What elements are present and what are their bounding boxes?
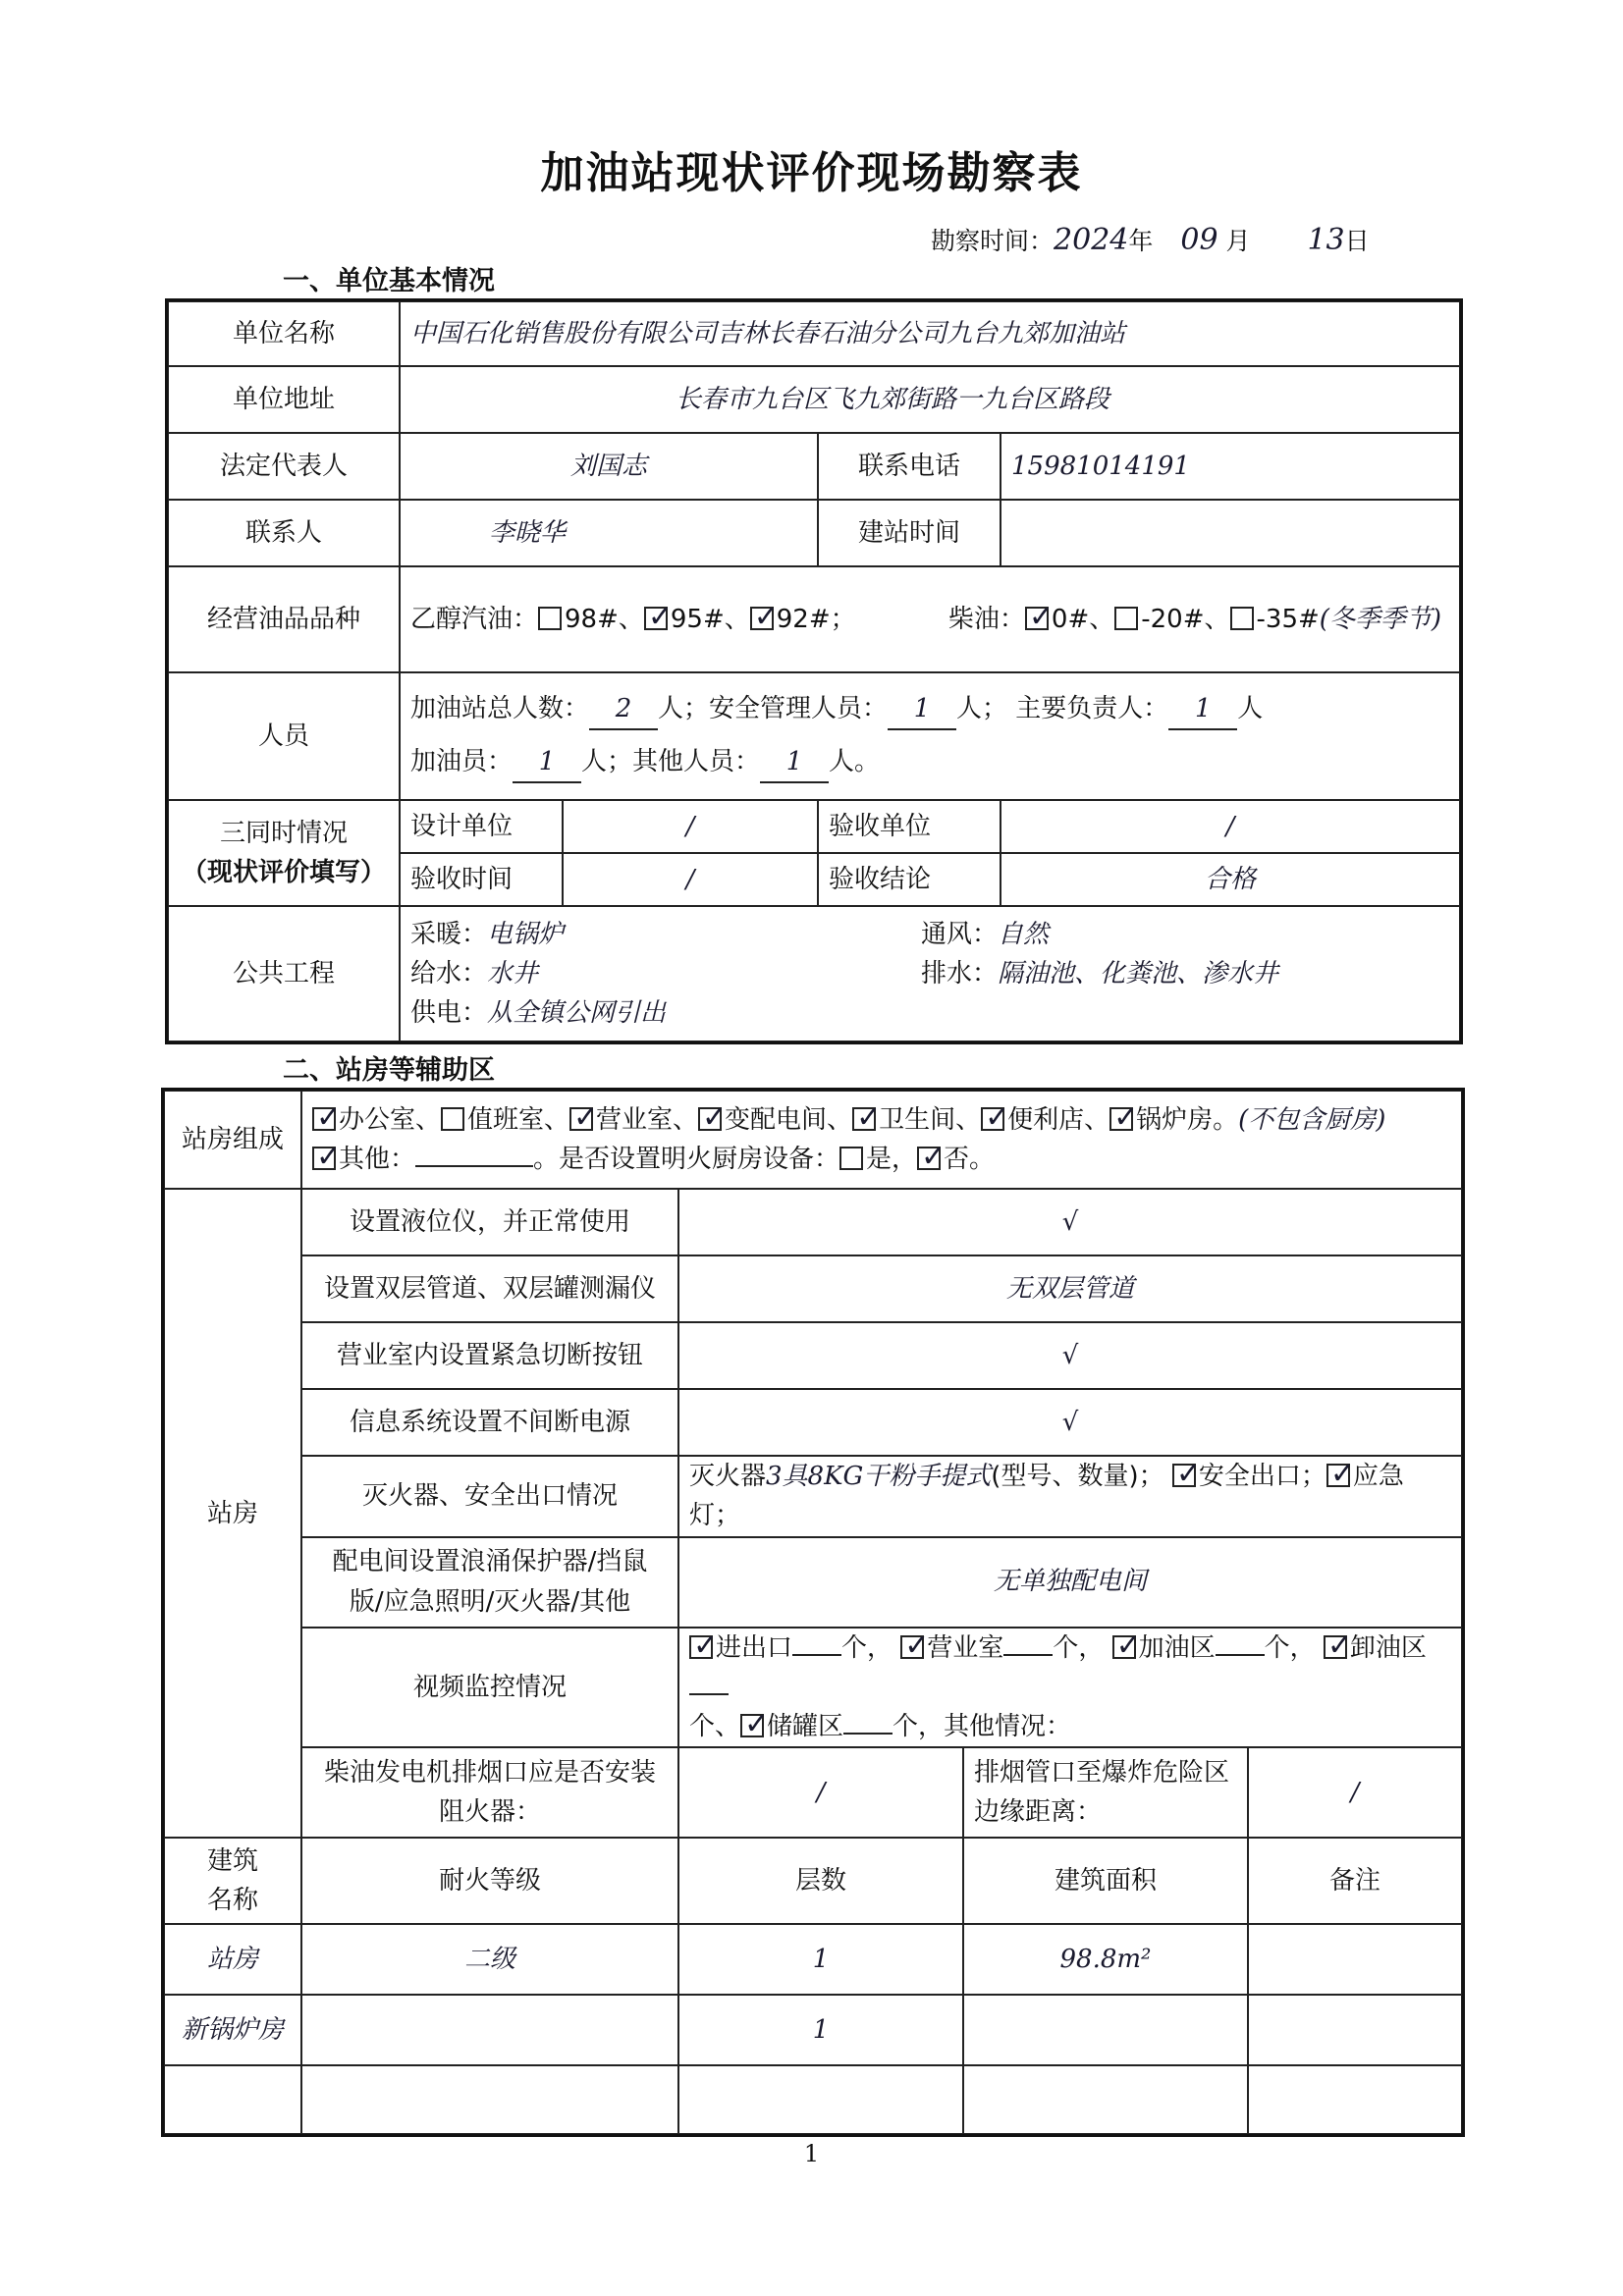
- ups-value: √: [678, 1389, 1462, 1456]
- three-simultaneous-label: [168, 800, 400, 906]
- cctv-fuel-label: 加油区: [1138, 1632, 1216, 1663]
- public-works-cell: [400, 906, 1460, 1041]
- cctv-shop-label: 营业室: [927, 1632, 1004, 1663]
- emergency-light-label: 应急灯；: [689, 1462, 1404, 1531]
- staff-fueler-value: 1: [513, 742, 581, 783]
- composition-cell: [301, 1091, 1462, 1189]
- g92-label: 92#；: [776, 604, 856, 634]
- comp-toilet: 卫生间、: [879, 1104, 982, 1135]
- accept-result-label: 验收结论: [818, 853, 1001, 906]
- kitchen-yes-checkbox[interactable]: [839, 1147, 863, 1170]
- three-label-line2: （现状评价填写）: [181, 858, 386, 887]
- exit-checkbox[interactable]: [1172, 1464, 1196, 1487]
- legal-rep-label: 法定代表人: [168, 433, 400, 500]
- duty-checkbox[interactable]: [441, 1107, 464, 1131]
- comp-yes: 是，: [866, 1145, 918, 1174]
- bld-floors: 1: [678, 1924, 963, 1995]
- distribution-label: [301, 1537, 678, 1628]
- boiler-checkbox[interactable]: [1109, 1107, 1133, 1131]
- g95-label: 95#、: [670, 604, 750, 634]
- bld-header-floors: 层数: [678, 1838, 963, 1924]
- gasoline-label: 乙醇汽油：: [410, 604, 539, 634]
- distribution-label-line2: 版/应急照明/灭火器/其他: [349, 1586, 631, 1617]
- d20-label: -20#、: [1141, 604, 1230, 634]
- fire-ext-type: (型号、数量)；: [991, 1462, 1164, 1491]
- page-title: 加油站现状评价现场勘察表: [540, 148, 1083, 198]
- bld-note: [1248, 2065, 1462, 2134]
- diesel-note: (冬季季节): [1319, 604, 1442, 634]
- g98-checkbox[interactable]: [538, 607, 562, 630]
- bld-area: [963, 2065, 1248, 2134]
- drain-label: 排水：: [921, 958, 999, 988]
- comp-note: (不包含厨房): [1238, 1104, 1386, 1135]
- shop-checkbox[interactable]: [569, 1107, 593, 1131]
- bld-note: [1248, 1995, 1462, 2065]
- staff-total-value: 2: [589, 689, 658, 730]
- bld-header-name-line2: 名称: [206, 1886, 258, 1916]
- comp-other-label: 其他：: [339, 1145, 416, 1174]
- smoke-distance-line1: 排烟管口至爆炸危险区: [974, 1758, 1230, 1789]
- cctv-label: 视频监控情况: [301, 1628, 678, 1748]
- staff-head-value: 1: [1168, 689, 1237, 730]
- other-checkbox[interactable]: [312, 1147, 336, 1170]
- survey-time-label: 勘察时间: [931, 227, 1030, 255]
- accept-unit-value: /: [1001, 800, 1460, 853]
- cctv-inout-label: 进出口: [716, 1632, 793, 1663]
- g98-label: 98#、: [565, 604, 644, 634]
- distribution-label-line1: 配电间设置浪涌保护器/挡鼠: [332, 1547, 648, 1577]
- distribution-value: 无单独配电间: [678, 1537, 1462, 1628]
- bld-area: [963, 1995, 1248, 2065]
- products-label: 经营油品品种: [168, 566, 400, 672]
- unit-name-value: 中国石化销售股份有限公司吉林长春石油分公司九台九郊加油站: [400, 301, 1460, 366]
- staff-cell: [400, 672, 1460, 800]
- survey-year: 2024: [1054, 223, 1129, 257]
- bld-fire: [301, 1995, 678, 2065]
- unit-address-value: 长春市九台区飞九郊街路一九台区路段: [400, 366, 1460, 433]
- bld-fire: [301, 2065, 678, 2134]
- section1-heading: 一、单位基本情况: [283, 266, 495, 296]
- emergency-light-checkbox[interactable]: [1326, 1464, 1350, 1487]
- cctv-shop-count: [1003, 1654, 1053, 1656]
- power-label: 供电：: [410, 998, 488, 1029]
- emergency-stop-label: 营业室内设置紧急切断按钮: [301, 1322, 678, 1389]
- survey-time: 勘察时间：2024年 09 月 13日: [931, 223, 1370, 257]
- contact-value: 李晓华: [400, 500, 818, 566]
- unit-name-label: 单位名称: [168, 301, 400, 366]
- bld-note: [1248, 1924, 1462, 1995]
- bld-header-name-line1: 建筑: [206, 1846, 258, 1877]
- water-value: 水井: [487, 958, 539, 988]
- survey-day: 13: [1307, 223, 1345, 257]
- staff-other-value: 1: [760, 742, 829, 783]
- power-value: 从全镇公网引出: [487, 998, 667, 1029]
- d0-label: 0#、: [1051, 604, 1115, 634]
- contact-label: 联系人: [168, 500, 400, 566]
- drain-value: 隔油池、化粪池、渗水井: [998, 958, 1279, 988]
- unit-address-label: 单位地址: [168, 366, 400, 433]
- staff-label: 人员: [168, 672, 400, 800]
- cctv-fuel-count: [1216, 1654, 1265, 1656]
- smoke-distance-value: /: [1248, 1747, 1462, 1838]
- exit-label: 安全出口；: [1198, 1462, 1326, 1491]
- cctv-inout-count: [792, 1654, 841, 1656]
- comp-office: 办公室、: [339, 1104, 442, 1135]
- day-unit: 日: [1344, 227, 1370, 255]
- bld-fire: 二级: [301, 1924, 678, 1995]
- bld-name: 新锅炉房: [164, 1995, 301, 2065]
- accept-result-value: 合格: [1001, 853, 1460, 906]
- kitchen-no-checkbox[interactable]: [917, 1147, 941, 1170]
- legal-rep-value: 刘国志: [400, 433, 818, 500]
- month-unit: 月: [1225, 227, 1251, 255]
- heating-value: 电锅炉: [487, 919, 565, 949]
- double-layer-value: 无双层管道: [678, 1255, 1462, 1322]
- cctv-tank-label: 储罐区: [767, 1712, 844, 1742]
- ups-label: 信息系统设置不间断电源: [301, 1389, 678, 1456]
- page-number: 1: [803, 2140, 820, 2167]
- phone-value: 15981014191: [1001, 433, 1460, 500]
- phone-label: 联系电话: [818, 433, 1001, 500]
- staff-head-unit: 人: [1237, 693, 1264, 723]
- comp-business: 营业室、: [596, 1104, 699, 1135]
- vent-label: 通风：: [921, 919, 999, 949]
- smoke-distance-label: [963, 1747, 1248, 1838]
- build-time-value: [1001, 500, 1460, 566]
- comp-other-blank: [415, 1165, 533, 1167]
- smoke-distance-line2: 边缘距离：: [974, 1797, 1103, 1828]
- staff-safety-value: 1: [888, 689, 956, 730]
- table-row: [164, 1995, 1462, 2065]
- g95-checkbox[interactable]: [644, 607, 668, 630]
- fire-ext-value: 3具8KG干粉手提式: [766, 1462, 992, 1491]
- staff-other-unit: 人。: [829, 747, 881, 776]
- unit-info-table: [167, 300, 1461, 1042]
- survey-month: 09: [1180, 223, 1218, 257]
- level-gauge-label: 设置液位仪，并正常使用: [301, 1189, 678, 1255]
- bld-header-note: 备注: [1248, 1838, 1462, 1924]
- power-room-checkbox[interactable]: [698, 1107, 722, 1131]
- store-checkbox[interactable]: [981, 1107, 1004, 1131]
- bld-floors: [678, 2065, 963, 2134]
- double-layer-label: 设置双层管道、双层罐测漏仪: [301, 1255, 678, 1322]
- generator-value: /: [678, 1747, 963, 1838]
- bld-floors: 1: [678, 1995, 963, 2065]
- comp-duty: 值班室、: [467, 1104, 570, 1135]
- cctv-cell: [678, 1628, 1462, 1748]
- fire-exit-label: 灭火器、安全出口情况: [301, 1456, 678, 1537]
- staff-fueler-label: 加油员：: [410, 747, 514, 776]
- composition-label: 站房组成: [164, 1091, 301, 1189]
- d20-checkbox[interactable]: [1114, 607, 1138, 630]
- table-row: [164, 1924, 1462, 1995]
- cctv-unload-unit: 个、: [689, 1712, 741, 1742]
- staff-total-label: 加油站总人数：: [410, 693, 590, 723]
- toilet-checkbox[interactable]: [852, 1107, 876, 1131]
- comp-no: 否。: [944, 1145, 996, 1174]
- design-unit-value: /: [563, 800, 818, 853]
- cctv-other-label: 个，其他情况：: [893, 1712, 1072, 1742]
- cctv-shop-unit: 个，: [1053, 1632, 1105, 1663]
- bld-name: 站房: [164, 1924, 301, 1995]
- diesel-label: 柴油：: [947, 604, 1025, 634]
- staff-other-label: 人；其他人员：: [581, 747, 761, 776]
- staff-head-label: 人； 主要负责人：: [956, 693, 1169, 723]
- table-row: [164, 2065, 1462, 2134]
- accept-unit-label: 验收单位: [818, 800, 1001, 853]
- cctv-unload-checkbox[interactable]: [1324, 1635, 1347, 1659]
- fire-ext-label: 灭火器: [689, 1462, 767, 1491]
- accept-time-label: 验收时间: [400, 853, 563, 906]
- products-cell: [400, 566, 1460, 672]
- d35-checkbox[interactable]: [1230, 607, 1254, 630]
- cctv-tank-count: [843, 1733, 893, 1735]
- comp-boiler: 锅炉房。: [1136, 1104, 1239, 1135]
- g92-checkbox[interactable]: [750, 607, 774, 630]
- cctv-fuel-unit: 个，: [1264, 1632, 1316, 1663]
- three-label-line1: 三同时情况: [219, 818, 348, 848]
- cctv-inout-checkbox[interactable]: [689, 1635, 713, 1659]
- section2-heading: 二、站房等辅助区: [283, 1055, 495, 1086]
- d0-checkbox[interactable]: [1025, 607, 1049, 630]
- station-building-table: [163, 1090, 1463, 2135]
- heating-label: 采暖：: [410, 919, 488, 949]
- d35-label: -35#: [1256, 604, 1320, 634]
- accept-time-value: /: [563, 853, 818, 906]
- bld-name: [164, 2065, 301, 2134]
- bld-header-fire: 耐火等级: [301, 1838, 678, 1924]
- generator-label-line2: 阻火器：: [438, 1797, 541, 1828]
- fire-exit-cell: [678, 1456, 1462, 1537]
- bld-area: 98.8m²: [963, 1924, 1248, 1995]
- public-works-label: 公共工程: [168, 906, 400, 1041]
- comp-store: 便利店、: [1007, 1104, 1110, 1135]
- vent-value: 自然: [998, 919, 1050, 949]
- bld-header-name: [164, 1838, 301, 1924]
- level-gauge-value: √: [678, 1189, 1462, 1255]
- cctv-fuel-checkbox[interactable]: [1112, 1635, 1136, 1659]
- generator-label: [301, 1747, 678, 1838]
- water-label: 给水：: [410, 958, 488, 988]
- station-label: 站房: [164, 1189, 301, 1838]
- cctv-tank-checkbox[interactable]: [740, 1714, 764, 1737]
- cctv-shop-checkbox[interactable]: [900, 1635, 924, 1659]
- design-unit-label: 设计单位: [400, 800, 563, 853]
- office-checkbox[interactable]: [312, 1107, 336, 1131]
- emergency-stop-value: √: [678, 1322, 1462, 1389]
- generator-label-line1: 柴油发电机排烟口应是否安装: [323, 1758, 656, 1789]
- cctv-unload-label: 卸油区: [1349, 1632, 1427, 1663]
- year-unit: 年: [1128, 227, 1154, 255]
- cctv-unload-count: [689, 1693, 729, 1695]
- staff-safety-label: 人；安全管理人员：: [658, 693, 889, 723]
- cctv-inout-unit: 个，: [841, 1632, 893, 1663]
- bld-header-area: 建筑面积: [963, 1838, 1248, 1924]
- comp-power-room: 变配电间、: [725, 1104, 853, 1135]
- build-time-label: 建站时间: [818, 500, 1001, 566]
- comp-kitchen-question: 。是否设置明火厨房设备：: [533, 1145, 840, 1174]
